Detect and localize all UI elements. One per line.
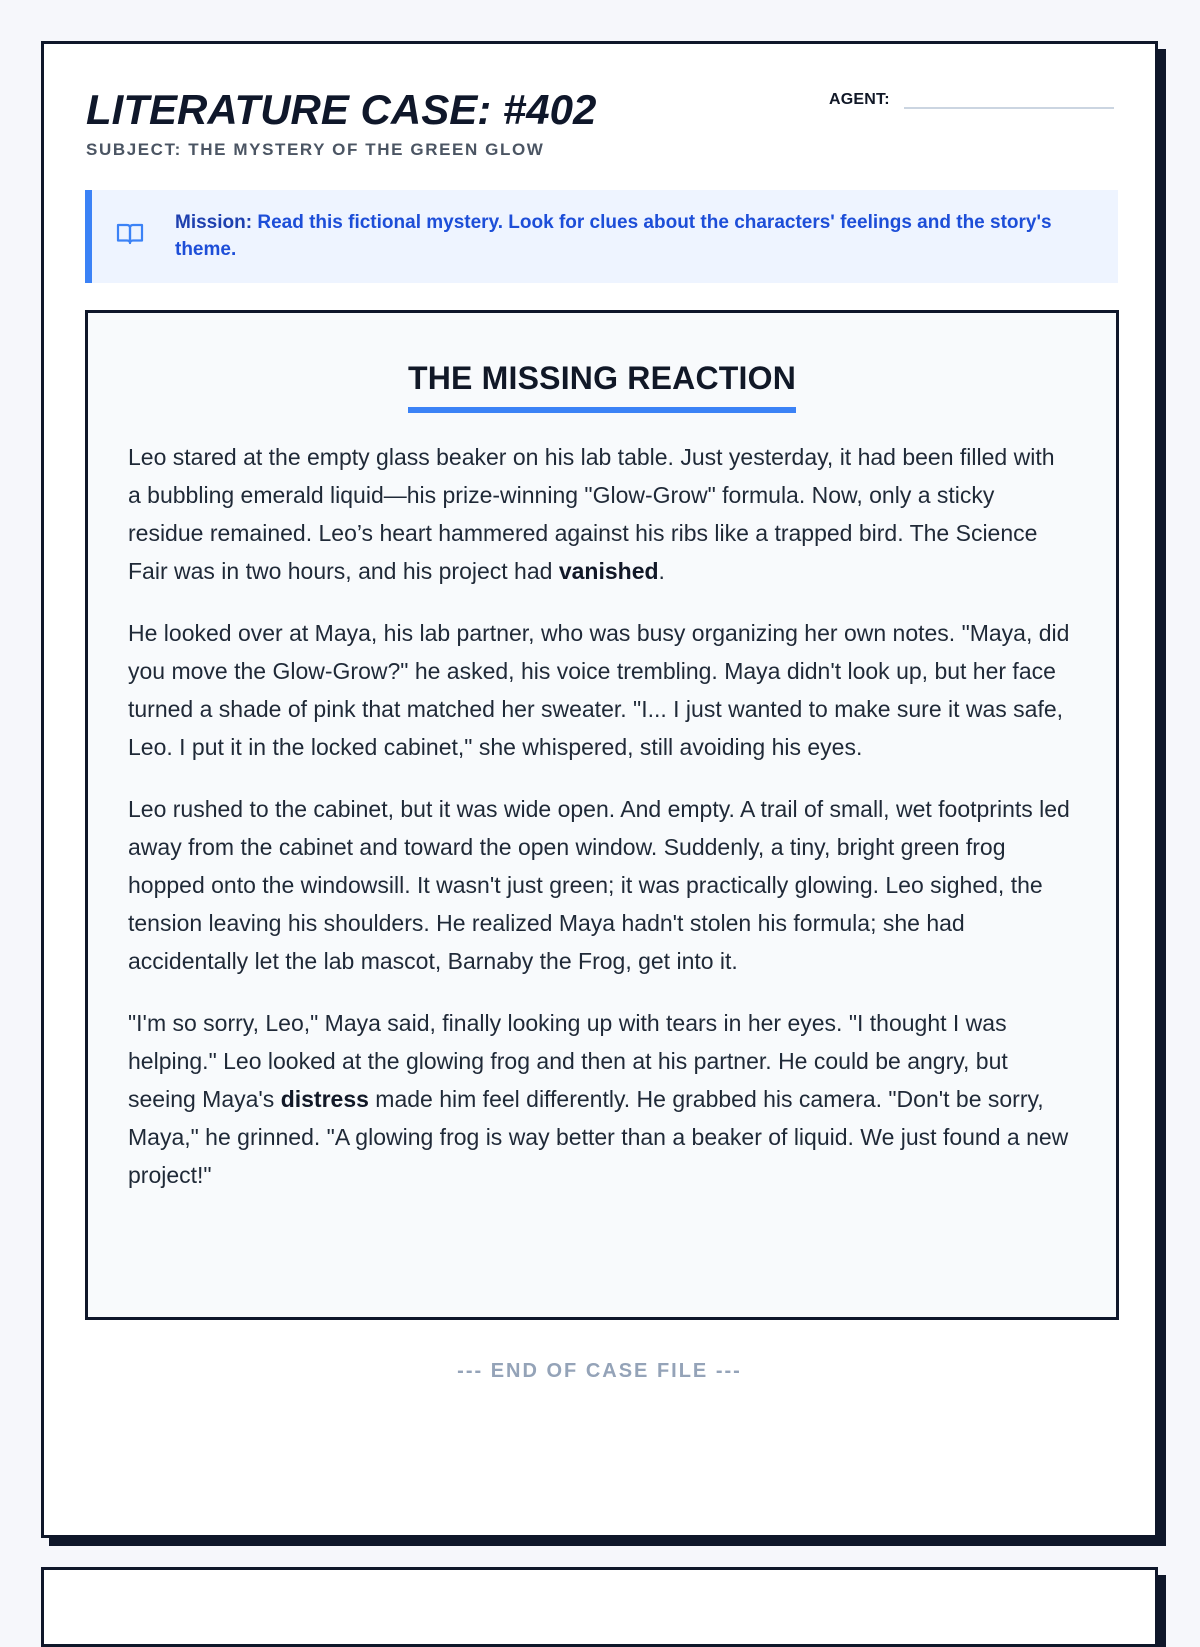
- story-paragraph-4: [128, 1004, 1073, 1194]
- story-paragraph-1-text-before: Leo stared at the empty glass beaker on his lab table. Just yesterday, it had been filled with a bubbling emerald liquid—his prize-winning "Glow-Grow" formula. Now, only a sticky residue remained. Leo’s heart hammered against his ribs like a trapped bird. The Science Fair was in two hours, and his project had: [128, 444, 1055, 584]
- book-open-icon: [114, 218, 146, 250]
- agent-field-group: [829, 87, 1119, 115]
- story-paragraph-3: Leo rushed to the cabinet, but it was wide open. And empty. A trail of small, wet footprints led away from the cabinet and toward the open window. Suddenly, a tiny, bright green frog hopped onto the windowsill. It wasn't just green; it was practically glowing. Leo sighed, the tension leaving his shoulders. He realized Maya hadn't stolen his formula; she had accidentally let the lab mascot, Barnaby the Frog, get into it.: [128, 796, 1070, 974]
- story-paragraph-4-text-before: "I'm so sorry, Leo," Maya said, finally looking up with tears in her eyes. "I thought I was helping." Leo looked at the glowing frog and then at his partner. He could be angry, but seeing Maya's: [128, 1010, 1008, 1112]
- case-title: LITERATURE CASE: #402: [86, 86, 597, 133]
- story-body: [128, 438, 1073, 1218]
- mission-label: Mission:: [175, 212, 253, 233]
- mission-text: [175, 209, 1103, 263]
- story-title: THE MISSING REACTION: [408, 357, 796, 413]
- next-worksheet-page-edge: [41, 1567, 1158, 1647]
- mission-callout: [85, 190, 1118, 283]
- vocabulary-word-distress: distress: [280, 1086, 369, 1112]
- story-box: [85, 310, 1119, 1320]
- story-paragraph-2: He looked over at Maya, his lab partner, who was busy organizing her own notes. "Maya, did you move the Glow-Grow?" he asked, his voice trembling. Maya didn't look up, but her face turned a shade of pink that matched her sweater. "I... I just wanted to make sure it was safe, Leo. I put it in the locked cabinet," she whispered, still avoiding his eyes.: [128, 620, 1070, 760]
- agent-name-line[interactable]: [904, 107, 1114, 109]
- worksheet-page: [41, 41, 1158, 1538]
- case-subject: SUBJECT: THE MYSTERY OF THE GREEN GLOW: [86, 140, 545, 159]
- vocabulary-word-vanished: vanished: [558, 558, 659, 584]
- agent-label: AGENT:: [829, 91, 890, 108]
- story-paragraph-1-text-after: .: [658, 558, 665, 584]
- end-of-case-file: --- END OF CASE FILE ---: [457, 1360, 742, 1382]
- mission-instructions: Read this fictional mystery. Look for clues about the characters' feelings and the story's theme.: [175, 212, 1052, 260]
- story-paragraph-1: [128, 438, 1073, 590]
- story-title-wrap: [88, 357, 1116, 413]
- story-paragraph-4-text-after: made him feel differently. He grabbed his camera. "Don't be sorry, Maya," he grinned. "A glowing frog is way better than a beaker of liquid. We just found a new project!": [128, 1086, 1069, 1188]
